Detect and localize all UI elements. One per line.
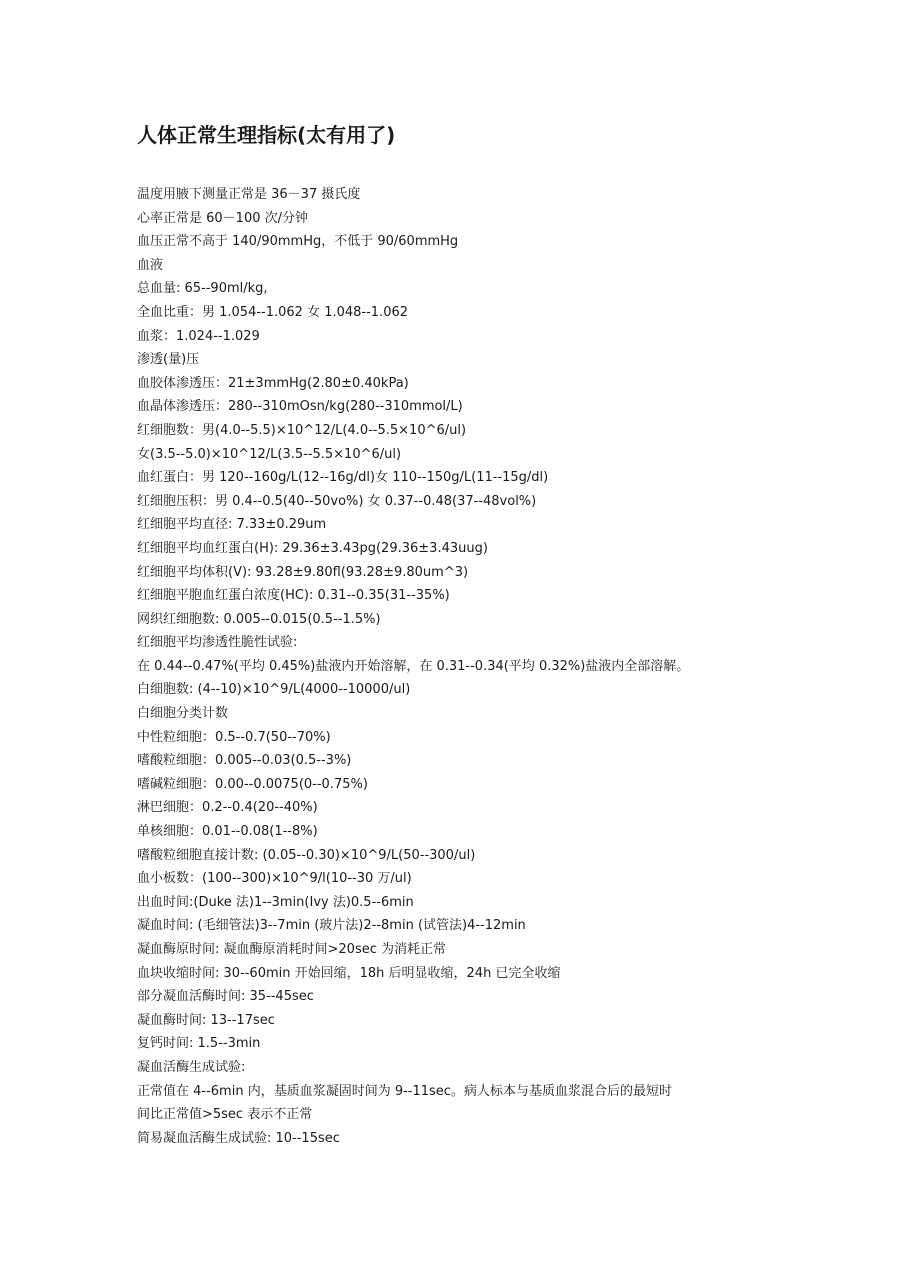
text-line: 心率正常是 60－100 次/分钟	[137, 210, 308, 226]
text-line: 红细胞平均渗透性脆性试验:	[137, 635, 298, 651]
text-line: 嗜碱粒细胞：0.00--0.0075(0--0.75%)	[137, 776, 368, 792]
text-line: 嗜酸粒细胞：0.005--0.03(0.5--3%)	[137, 753, 352, 769]
text-line: 红细胞数：男(4.0--5.5)×10^12/L(4.0--5.5×10^6/ul)	[137, 422, 467, 438]
document-body	[137, 183, 787, 1150]
text-line: 复钙时间: 1.5--3min	[137, 1036, 261, 1052]
text-line: 在 0.44--0.47%(平均 0.45%)盐液内开始溶解，在 0.31--0.34(平均 0.32%)盐液内全部溶解。	[137, 658, 690, 674]
text-line: 凝血时间: (毛细管法)3--7min (玻片法)2--8min (试管法)4--12min	[137, 918, 526, 934]
text-line: 凝血酶时间: 13--17sec	[137, 1012, 275, 1028]
text-line: 红细胞平均直径: 7.33±0.29um	[137, 517, 327, 533]
text-line: 简易凝血活酶生成试验: 10--15sec	[137, 1130, 340, 1146]
text-line: 全血比重：男 1.054--1.062 女 1.048--1.062	[137, 304, 409, 320]
text-line: 凝血活酶生成试验:	[137, 1059, 246, 1075]
text-line: 白细胞数: (4--10)×10^9/L(4000--10000/ul)	[137, 682, 411, 698]
text-line: 血压正常不高于 140/90mmHg，不低于 90/60mmHg	[137, 234, 459, 250]
text-line: 正常值在 4--6min 内，基质血浆凝固时间为 9--11sec。病人标本与基质血浆混合后的最短时	[137, 1083, 672, 1099]
text-line: 白细胞分类计数	[137, 706, 229, 722]
text-line: 网织红细胞数: 0.005--0.015(0.5--1.5%)	[137, 611, 381, 627]
text-line: 血块收缩时间: 30--60min 开始回缩，18h 后明显收缩，24h 已完全收缩	[137, 965, 561, 981]
text-line: 血浆：1.024--1.029	[137, 328, 260, 344]
text-line: 渗透(量)压	[137, 352, 200, 368]
text-line: 血晶体渗透压：280--310mOsn/kg(280--310mmol/L)	[137, 399, 463, 415]
text-line: 红细胞平均血红蛋白(H): 29.36±3.43pg(29.36±3.43uug)	[137, 540, 488, 556]
text-line: 单核细胞：0.01--0.08(1--8%)	[137, 824, 318, 840]
text-line: 血红蛋白：男 120--160g/L(12--16g/dl)女 110--150g/L(11--15g/dl)	[137, 470, 549, 486]
text-line: 血液	[137, 257, 164, 273]
text-line: 红细胞平均体积(V): 93.28±9.80fl(93.28±9.80um^3)	[137, 564, 469, 580]
text-line: 间比正常值>5sec 表示不正常	[137, 1107, 313, 1123]
text-line: 血小板数：(100--300)×10^9/l(10--30 万/ul)	[137, 871, 412, 887]
text-line: 中性粒细胞：0.5--0.7(50--70%)	[137, 729, 331, 745]
text-line: 红细胞平胞血红蛋白浓度(HC): 0.31--0.35(31--35%)	[137, 588, 450, 604]
text-line: 淋巴细胞：0.2--0.4(20--40%)	[137, 800, 318, 816]
text-line: 出血时间:(Duke 法)1--3min(Ivy 法)0.5--6min	[137, 894, 414, 910]
document-title: 人体正常生理指标(太有用了)	[137, 123, 396, 147]
text-line: 女(3.5--5.0)×10^12/L(3.5--5.5×10^6/ul)	[137, 446, 402, 462]
text-line: 嗜酸粒细胞直接计数: (0.05--0.30)×10^9/L(50--300/ul)	[137, 847, 476, 863]
text-line: 部分凝血活酶时间: 35--45sec	[137, 989, 314, 1005]
text-line: 凝血酶原时间: 凝血酶原消耗时间>20sec 为消耗正常	[137, 942, 446, 957]
text-line: 血胶体渗透压：21±3mmHg(2.80±0.40kPa)	[137, 375, 409, 391]
text-line: 总血量: 65--90ml/kg,	[137, 281, 268, 297]
text-line: 温度用腋下测量正常是 36－37 摄氏度	[137, 187, 361, 202]
text-line: 红细胞压积：男 0.4--0.5(40--50vo%) 女 0.37--0.48(37--48vol%)	[137, 493, 537, 509]
